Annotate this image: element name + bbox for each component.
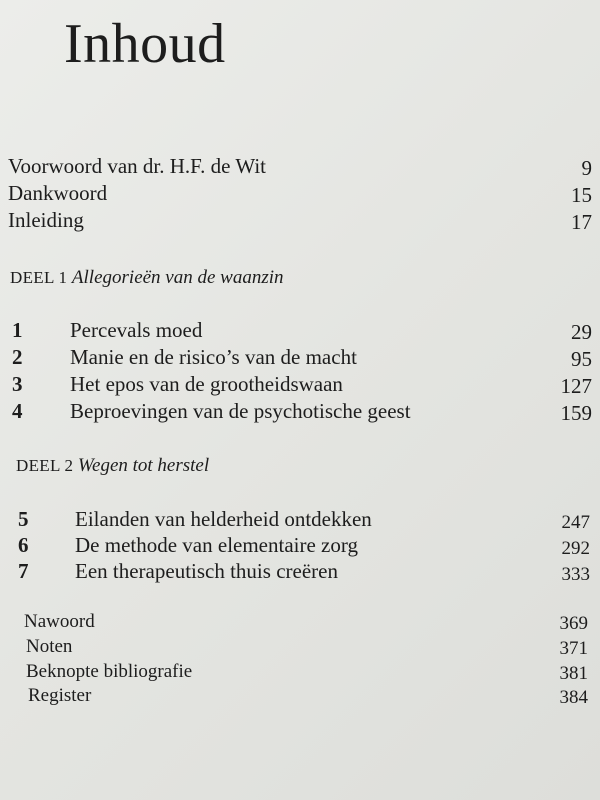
- chapter-4-number: 4: [12, 399, 23, 423]
- toc-entry-inleiding: Inleiding: [8, 208, 84, 232]
- chapter-5-page: 247: [561, 512, 590, 533]
- toc-page-bibliografie: 381: [559, 663, 588, 684]
- deel-2-heading: [16, 456, 209, 475]
- chapter-2-title: Manie en de risico’s van de macht: [70, 345, 357, 369]
- chapter-6-page: 292: [561, 538, 590, 559]
- toc-page-register: 384: [559, 687, 588, 708]
- chapter-4-title: Beproevingen van de psychotische geest: [70, 399, 411, 423]
- toc-entry-nawoord: Nawoord: [24, 611, 95, 632]
- chapter-1-title: Percevals moed: [70, 318, 203, 342]
- toc-page-inleiding: 17: [571, 210, 592, 234]
- chapter-7-title: Een therapeutisch thuis creëren: [75, 559, 338, 583]
- toc-page-nawoord: 369: [559, 613, 588, 634]
- deel-1-subtitle: Allegorieën van de waanzin: [71, 267, 284, 288]
- chapter-5-title: Eilanden van helderheid ontdekken: [75, 507, 372, 531]
- deel-2-label: DEEL 2: [16, 456, 74, 475]
- chapter-1-number: 1: [12, 318, 23, 342]
- chapter-6-number: 6: [18, 533, 29, 557]
- toc-page-voorwoord: 9: [581, 156, 592, 180]
- chapter-6-title: De methode van elementaire zorg: [75, 533, 358, 557]
- deel-1-label: DEEL 1: [10, 268, 68, 287]
- toc-entry-dankwoord: Dankwoord: [8, 181, 108, 205]
- chapter-3-title: Het epos van de grootheidswaan: [70, 372, 343, 396]
- chapter-3-page: 127: [560, 374, 592, 398]
- deel-2-subtitle: Wegen tot herstel: [77, 455, 210, 476]
- deel-1-heading: [10, 268, 284, 287]
- chapter-1-page: 29: [571, 320, 592, 344]
- chapter-2-page: 95: [571, 347, 592, 371]
- chapter-7-number: 7: [18, 559, 29, 583]
- chapter-5-number: 5: [18, 507, 29, 531]
- toc-page-noten: 371: [559, 638, 588, 659]
- chapter-2-number: 2: [12, 345, 23, 369]
- chapter-3-number: 3: [12, 372, 23, 396]
- chapter-7-page: 333: [561, 564, 590, 585]
- toc-entry-voorwoord: Voorwoord van dr. H.F. de Wit: [8, 154, 267, 178]
- toc-entry-noten: Noten: [26, 636, 73, 657]
- chapter-4-page: 159: [560, 401, 592, 425]
- toc-entry-register: Register: [28, 685, 92, 706]
- toc-entry-bibliografie: Beknopte bibliografie: [26, 661, 193, 682]
- page-title: Inhoud: [64, 13, 226, 75]
- toc-page-dankwoord: 15: [571, 183, 592, 207]
